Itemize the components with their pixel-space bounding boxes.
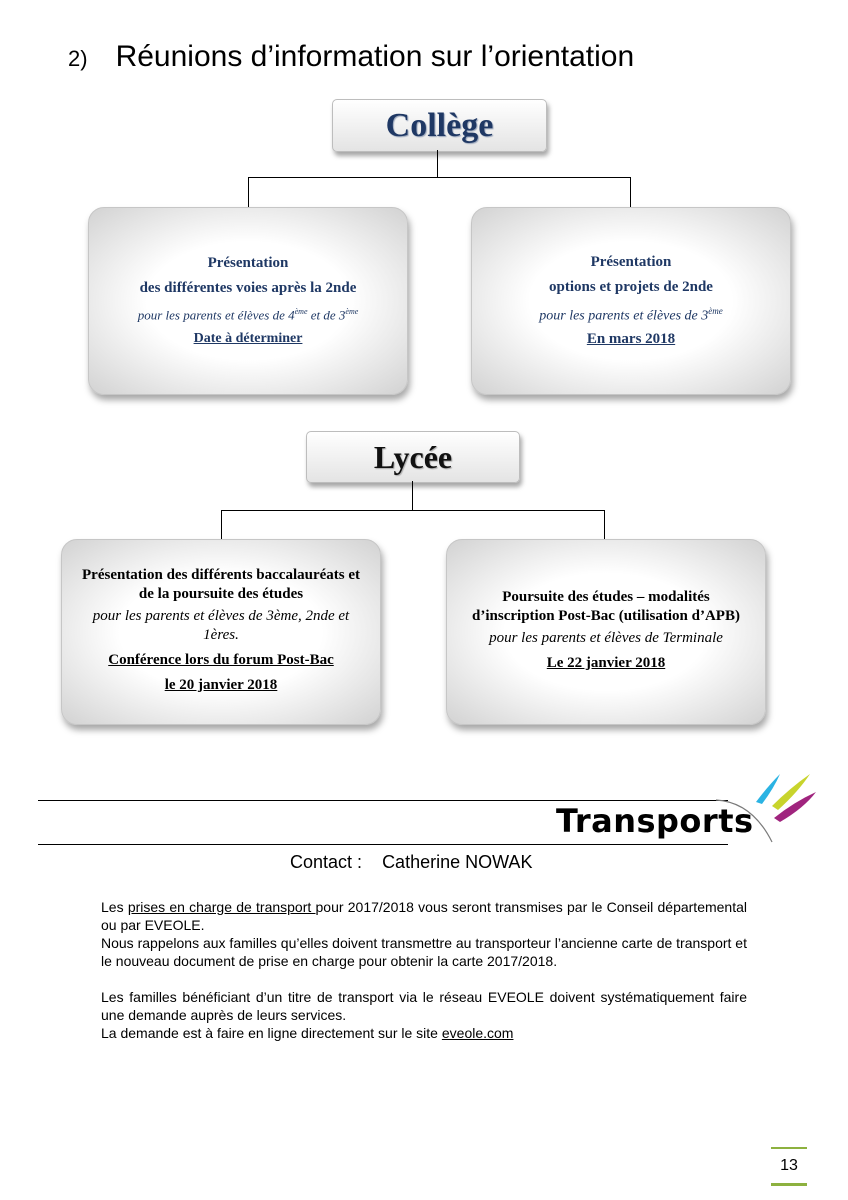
paragraph-4 [101, 1024, 747, 1042]
lycee-left-audience: pour les parents et élèves de 3ème, 2nde et 1ères. [92, 608, 350, 643]
paragraph-4-pre: La demande est à faire en ligne directement sur le site [101, 1025, 442, 1041]
transports-rule-top [38, 800, 728, 801]
lycee-title: Lycée [306, 431, 520, 483]
lycee-left-heading: Présentation des différents baccalauréats et de la poursuite des études [82, 567, 360, 602]
lycee-right-audience: pour les parents et élèves de Terminale [489, 630, 723, 646]
college-left-line2: des différentes voies après la 2nde [139, 279, 357, 296]
college-left-box [88, 207, 408, 395]
college-connector-left [248, 177, 249, 208]
college-title: Collège [332, 99, 547, 152]
paragraph-1 [101, 898, 747, 934]
lycee-connector-horizontal [221, 510, 605, 511]
college-right-audience-text: pour les parents et élèves de 3 [539, 308, 709, 324]
college-left-audience-sup2: ème [345, 306, 359, 316]
contact-name: Catherine NOWAK [382, 852, 533, 872]
paragraph-1-pre: Les [101, 899, 128, 915]
swoosh-logo [712, 766, 822, 846]
section-heading [68, 40, 634, 74]
lycee-left-event: Conférence lors du forum Post-Bac [108, 652, 334, 668]
college-left-line1: Présentation [207, 254, 289, 271]
college-right-line1: Présentation [590, 253, 672, 270]
section-title: Réunions d’information sur l’orientation [115, 40, 635, 73]
transports-title: Transports [556, 802, 754, 840]
college-connector-right [630, 177, 631, 208]
college-connector-horizontal [248, 177, 631, 178]
lycee-left-date: le 20 janvier 2018 [164, 677, 278, 693]
college-left-audience-sup1: ème [294, 306, 308, 316]
college-left-audience-text: pour les parents et élèves de 4 [137, 307, 295, 323]
lycee-connector-right [604, 510, 605, 540]
paragraph-3: Les familles bénéficiant d’un titre de transport via le réseau EVEOLE doivent systématiquement faire une demande auprès de leurs services. [101, 989, 747, 1023]
lycee-left-box [61, 539, 381, 725]
prises-en-charge-link: prises en charge de transport [127, 899, 316, 915]
college-right-box [471, 207, 791, 395]
paragraph-2: Nous rappelons aux familles qu’elles doivent transmettre au transporteur l’ancienne carte de transport et le nouveau document de prise en charge pour obtenir la carte 2017/2018. [101, 935, 747, 969]
lycee-connector-vertical [412, 481, 413, 510]
college-left-audience [138, 301, 359, 326]
eveole-link[interactable]: eveole.com [441, 1025, 514, 1041]
college-right-audience [539, 300, 723, 328]
college-left-date: Date à déterminer [193, 331, 303, 347]
contact-line [290, 852, 532, 873]
college-right-audience-sup: ème [708, 305, 723, 316]
transports-rule-bottom [38, 844, 728, 845]
college-left-audience-mid: et de 3 [307, 307, 346, 323]
lycee-right-heading: Poursuite des études – modalités d’inscription Post-Bac (utilisation d’APB) [472, 589, 740, 624]
section-number: 2) [68, 46, 88, 71]
college-right-line2: options et projets de 2nde [549, 278, 713, 295]
contact-label: Contact : [290, 852, 363, 872]
lycee-right-date: Le 22 janvier 2018 [546, 655, 666, 671]
lycee-connector-left [221, 510, 222, 540]
page-number: 13 [771, 1147, 807, 1186]
paragraph-1-post: pour 2017/2018 vous seront transmises par le Conseil départemental ou par EVEOLE. [101, 899, 748, 933]
college-right-date: En mars 2018 [586, 331, 676, 348]
lycee-right-box [446, 539, 766, 725]
college-connector-vertical [437, 150, 438, 177]
